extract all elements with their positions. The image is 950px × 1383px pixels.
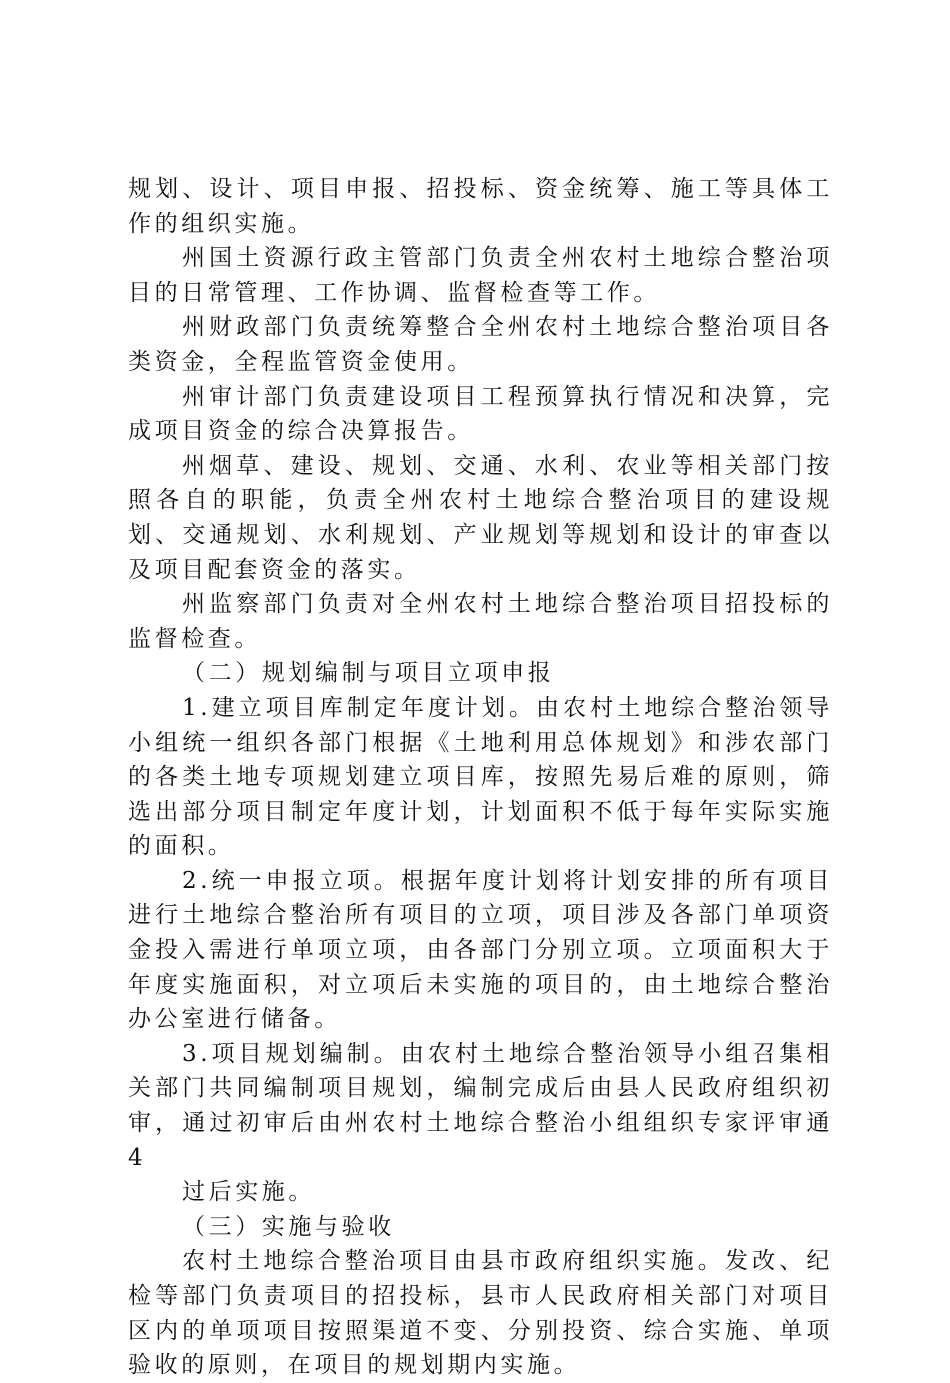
paragraph-continuation: 规划、设计、项目申报、招投标、资金统筹、施工等具体工作的组织实施。	[128, 176, 833, 237]
document-body	[128, 172, 833, 1383]
paragraph-item-2: 2.统一申报立项。根据年度计划将计划安排的所有项目进行土地综合整治所有项目的立项，项目涉及各部门单项资金投入需进行单项立项，由各部门分别立项。立项面积大于年度实施面积，对立项后未实施的项目的，由土地综合整治办公室进行储备。	[128, 867, 833, 1033]
paragraph-item-3-continued: 过后实施。	[182, 1179, 315, 1206]
paragraph-item-1: 1.建立项目库制定年度计划。由农村土地综合整治领导小组统一组织各部门根据《土地利用总体规划》和涉农部门的各类土地专项规划建立项目库，按照先易后难的原则，筛选出部分项目制定年度计划，计划面积不低于每年实际实施的面积。	[128, 694, 833, 860]
section-heading-planning: （二）规划编制与项目立项申报	[182, 660, 555, 687]
paragraph-supervision-dept: 州监察部门负责对全州农村土地综合整治项目招投标的监督检查。	[128, 591, 833, 652]
paragraph-land-resources-dept: 州国土资源行政主管部门负责全州农村土地综合整治项目的日常管理、工作协调、监督检查等工作。	[128, 245, 833, 306]
paragraph-implementation: 农村土地综合整治项目由县市政府组织实施。发改、纪检等部门负责项目的招投标，县市人民政府相关部门对项目区内的单项项目按照渠道不变、分别投资、综合实施、单项验收的原则，在项目的规划期内实施。	[128, 1248, 833, 1379]
paragraph-related-depts: 州烟草、建设、规划、交通、水利、农业等相关部门按照各自的职能，负责全州农村土地综合整治项目的建设规划、交通规划、水利规划、产业规划等规划和设计的审查以及项目配套资金的落实。	[128, 452, 833, 583]
section-heading-implementation: （三）实施与验收	[182, 1213, 395, 1240]
paragraph-finance-dept: 州财政部门负责统筹整合全州农村土地综合整治项目各类资金，全程监管资金使用。	[128, 314, 833, 375]
paragraph-item-3: 3.项目规划编制。由农村土地综合整治领导小组召集相关部门共同编制项目规划，编制完成后由县人民政府组织初审，通过初审后由州农村土地综合整治小组组织专家评审通4	[128, 1040, 833, 1171]
paragraph-audit-dept: 州审计部门负责建设项目工程预算执行情况和决算，完成项目资金的综合决算报告。	[128, 383, 833, 445]
